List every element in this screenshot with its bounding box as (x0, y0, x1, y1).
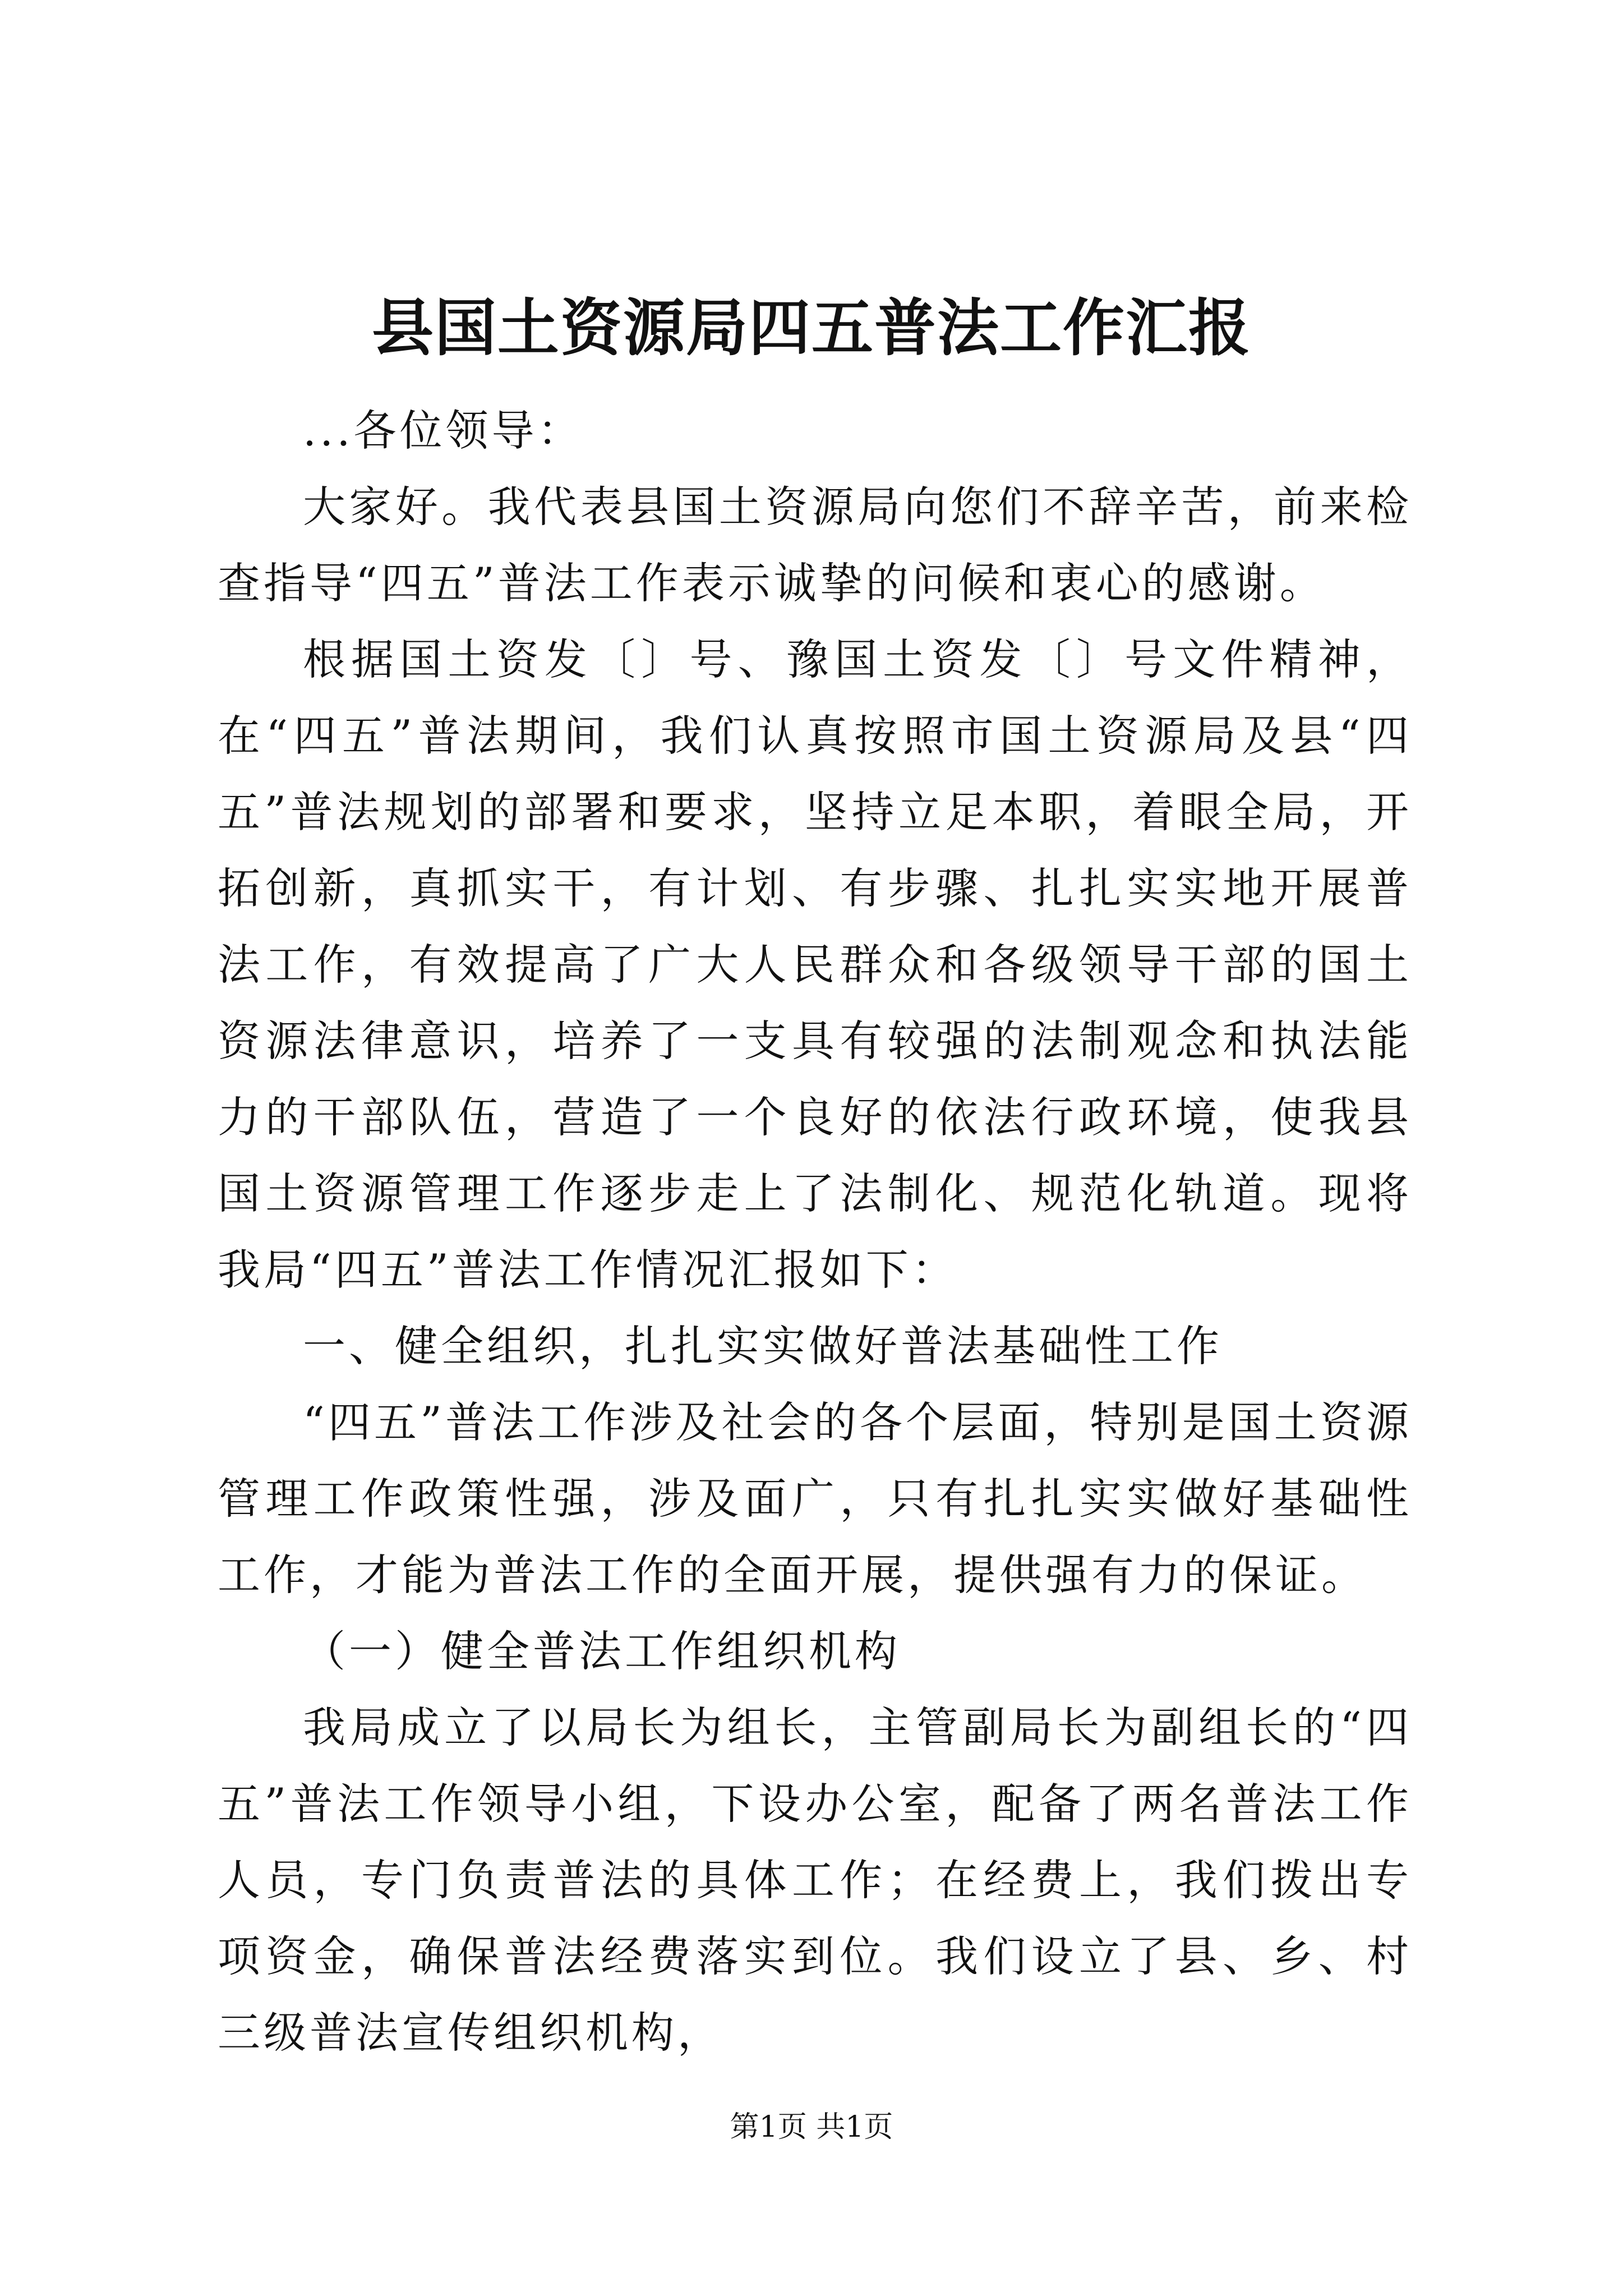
document-body (218, 393, 1412, 2071)
section-1-intro-paragraph: “四五”普法工作涉及社会的各个层面，特别是国土资源管理工作政策性强，涉及面广，只有扎扎实实做好基础性工作，才能为普法工作的全面开展，提供强有力的保证。 (218, 1397, 1412, 1600)
section-heading-1: 一、健全组织，扎扎实实做好普法基础性工作 (303, 1321, 1223, 1371)
page-footer: 第1页 共1页 (730, 2110, 893, 2144)
background-paragraph: 根据国土资发〔〕号、豫国土资发〔〕号文件精神，在“四五”普法期间，我们认真按照市国土资源局及县“四五”普法规划的部署和要求，坚持立足本职，着眼全局，开拓创新，真抓实干，有计划、有步骤、扎扎实实地开展普法工作，有效提高了广大人民群众和各级领导干部的国土资源法律意识，培养了一支具有较强的法制观念和执法能力的干部队伍，营造了一个良好的依法行政环境，使我县国土资源管理工作逐步走上了法制化、规范化轨道。现将我局“四五”普法工作情况汇报如下： (218, 634, 1412, 1295)
subsection-1-paragraph: 我局成立了以局长为组长，主管副局长为副组长的“四五”普法工作领导小组，下设办公室，配备了两名普法工作人员，专门负责普法的具体工作；在经费上，我们拨出专项资金，确保普法经费落实到位。我们设立了县、乡、村三级普法宣传组织机构， (218, 1703, 1412, 2058)
salutation-paragraph: ...各位领导： (303, 406, 584, 455)
document-title: 县国土资源局四五普法工作汇报 (372, 292, 1251, 364)
greeting-paragraph: 大家好。我代表县国土资源局向您们不辞辛苦，前来检查指导“四五”普法工作表示诚挚的问候和衷心的感谢。 (218, 482, 1412, 608)
subsection-heading-1: （一）健全普法工作组织机构 (303, 1626, 901, 1676)
